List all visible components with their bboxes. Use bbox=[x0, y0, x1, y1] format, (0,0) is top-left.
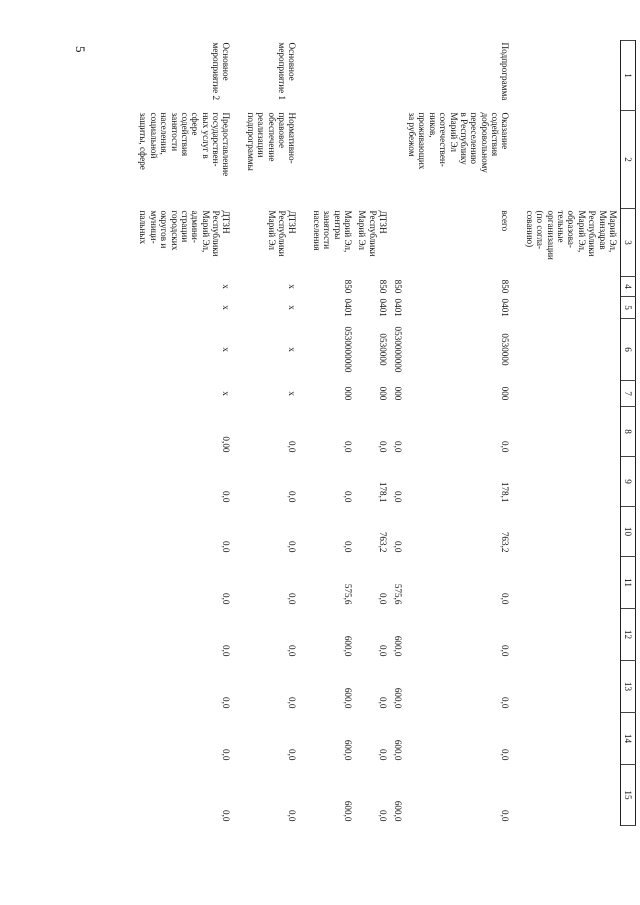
table-row bbox=[244, 41, 300, 826]
cell-col-6: x bbox=[287, 347, 298, 352]
cell-col-15: 0,0 bbox=[378, 810, 389, 822]
gap-cell bbox=[299, 41, 309, 826]
cell-col-12: 0,0 bbox=[221, 645, 232, 657]
cell-col-5: 0401 bbox=[343, 298, 354, 317]
cell-col-14 bbox=[522, 713, 620, 765]
cell-col-1 bbox=[355, 41, 390, 111]
cell-col-2 bbox=[355, 111, 390, 209]
cell-col-14: 0,0 bbox=[287, 749, 298, 761]
cell-col-4: 850 bbox=[500, 279, 511, 294]
cell-col-14: 0,0 bbox=[378, 749, 389, 761]
cell-col-15: 0,0 bbox=[221, 810, 232, 822]
cell-col-3: ДТЗН Республики Марий Эл bbox=[266, 210, 298, 257]
cell-col-10: 0,0 bbox=[221, 541, 232, 553]
column-number-7: 7 bbox=[621, 381, 636, 407]
table-row bbox=[136, 41, 234, 826]
cell-col-10: 0,0 bbox=[343, 541, 354, 553]
column-number-row bbox=[621, 41, 636, 826]
cell-col-9: 178,1 bbox=[500, 481, 511, 503]
row-gap bbox=[299, 41, 309, 826]
column-number-8: 8 bbox=[621, 407, 636, 457]
cell-col-15: 600,0 bbox=[343, 800, 354, 822]
table-row bbox=[309, 41, 355, 826]
cell-col-14: 600,0 bbox=[343, 739, 354, 761]
cell-col-7: x bbox=[287, 391, 298, 396]
cell-col-4: 850 bbox=[343, 279, 354, 294]
cell-col-2: Нормативно- правовое обеспечение реализации подпрограммы bbox=[245, 112, 298, 171]
table-row bbox=[390, 41, 404, 826]
cell-col-11: 575,6 bbox=[392, 583, 403, 605]
cell-col-7: 000 bbox=[500, 386, 511, 401]
cell-col-7: x bbox=[221, 391, 232, 396]
column-number-12: 12 bbox=[621, 609, 636, 661]
cell-col-15: 600,0 bbox=[392, 800, 403, 822]
cell-col-10: 0,0 bbox=[287, 541, 298, 553]
cell-col-1 bbox=[309, 41, 355, 111]
cell-col-13: 600,0 bbox=[392, 687, 403, 709]
cell-col-10: 0,0 bbox=[392, 541, 403, 553]
rotated-table-sheet bbox=[126, 40, 636, 825]
cell-col-2: Оказание содействия добровольному переселению в Республику Марий Эл соотечествен- ников, проживающих за рубежом bbox=[406, 112, 511, 173]
cell-col-5: 0401 bbox=[500, 298, 511, 317]
gap-cell bbox=[234, 41, 244, 826]
cell-col-13: 600,0 bbox=[343, 687, 354, 709]
cell-col-13: 0,0 bbox=[287, 697, 298, 709]
cell-col-9: 0,0 bbox=[287, 491, 298, 503]
cell-col-12: 600,0 bbox=[392, 635, 403, 657]
cell-col-3: ДТЗН Республики Марий Эл bbox=[357, 210, 389, 257]
column-number-13: 13 bbox=[621, 661, 636, 713]
cell-col-7: 000 bbox=[392, 386, 403, 401]
cell-col-4: x bbox=[221, 284, 232, 289]
cell-col-9: 178,1 bbox=[378, 481, 389, 503]
cell-col-8: 0,0 bbox=[378, 441, 389, 453]
cell-col-11: 0,0 bbox=[378, 593, 389, 605]
cell-col-12: 0,0 bbox=[500, 645, 511, 657]
page-number: 5 bbox=[73, 46, 88, 53]
cell-col-11 bbox=[522, 557, 620, 609]
cell-col-14: 0,0 bbox=[221, 749, 232, 761]
cell-col-15: 0,0 bbox=[500, 810, 511, 822]
cell-col-7 bbox=[522, 381, 620, 407]
cell-col-8: 0,0 bbox=[287, 441, 298, 453]
cell-col-5: x bbox=[221, 305, 232, 310]
column-number-6: 6 bbox=[621, 319, 636, 381]
cell-col-2 bbox=[309, 111, 355, 209]
cell-col-11: 0,0 bbox=[500, 593, 511, 605]
cell-col-12: 0,0 bbox=[287, 645, 298, 657]
cell-col-14: 600,0 bbox=[392, 739, 403, 761]
cell-col-1: Подпрограмма bbox=[500, 42, 511, 101]
cell-col-15 bbox=[522, 765, 620, 826]
cell-col-5: 0401 bbox=[378, 298, 389, 317]
cell-col-6: 0530000 bbox=[500, 333, 511, 366]
column-number-5: 5 bbox=[621, 297, 636, 319]
cell-col-13: 0,0 bbox=[378, 697, 389, 709]
column-number-4: 4 bbox=[621, 277, 636, 297]
column-number-11: 11 bbox=[621, 557, 636, 609]
cell-col-12 bbox=[522, 609, 620, 661]
cell-col-8: 0,00 bbox=[221, 436, 232, 453]
table-row bbox=[405, 41, 513, 826]
cell-col-10 bbox=[522, 507, 620, 557]
gap-cell bbox=[512, 41, 522, 826]
cell-col-3: Марий Эл, Минздрав Республики Марий Эл, образова- тельные организации (по согла- сованию) bbox=[524, 210, 618, 260]
cell-col-6: 0530000000 bbox=[343, 326, 354, 373]
cell-col-6: 0530000 bbox=[378, 333, 389, 366]
table-row bbox=[522, 41, 620, 826]
cell-col-13: 0,0 bbox=[500, 697, 511, 709]
cell-col-8: 0,0 bbox=[500, 441, 511, 453]
cell-col-11: 575,6 bbox=[343, 583, 354, 605]
cell-col-12: 600,0 bbox=[343, 635, 354, 657]
cell-col-3: Марий Эл, центры занятости населения bbox=[311, 210, 354, 253]
cell-col-2 bbox=[390, 111, 404, 209]
cell-col-1 bbox=[390, 41, 404, 111]
cell-col-4: x bbox=[287, 284, 298, 289]
cell-col-8 bbox=[522, 407, 620, 457]
cell-col-10: 763,2 bbox=[378, 531, 389, 553]
column-number-14: 14 bbox=[621, 713, 636, 765]
cell-col-8: 0,0 bbox=[343, 441, 354, 453]
cell-col-13: 0,0 bbox=[221, 697, 232, 709]
cell-col-6: x bbox=[221, 347, 232, 352]
cell-col-4: 850 bbox=[392, 279, 403, 294]
cell-col-9 bbox=[522, 457, 620, 507]
cell-col-7: 000 bbox=[343, 386, 354, 401]
cell-col-11: 0,0 bbox=[221, 593, 232, 605]
column-number-2: 2 bbox=[621, 111, 636, 209]
budget-table bbox=[136, 40, 636, 826]
cell-col-10: 763,2 bbox=[500, 531, 511, 553]
cell-col-14: 0,0 bbox=[500, 749, 511, 761]
column-number-1: 1 bbox=[621, 41, 636, 111]
cell-col-1: Основное мероприятие 1 bbox=[277, 42, 298, 101]
cell-col-4: 850 bbox=[378, 279, 389, 294]
column-number-9: 9 bbox=[621, 457, 636, 507]
cell-col-5 bbox=[522, 297, 620, 319]
cell-col-9: 0,0 bbox=[221, 491, 232, 503]
cell-col-15: 0,0 bbox=[287, 810, 298, 822]
cell-col-9: 0,0 bbox=[392, 491, 403, 503]
cell-col-7: 000 bbox=[378, 386, 389, 401]
row-gap bbox=[234, 41, 244, 826]
column-number-10: 10 bbox=[621, 507, 636, 557]
cell-col-3: ДТЗН Республики Марий Эл, админи- страции городских округов и муници- пальных bbox=[138, 210, 232, 257]
cell-col-5: x bbox=[287, 305, 298, 310]
cell-col-12: 0,0 bbox=[378, 645, 389, 657]
cell-col-1 bbox=[522, 41, 620, 111]
cell-col-9: 0,0 bbox=[343, 491, 354, 503]
column-number-15: 15 bbox=[621, 765, 636, 826]
cell-col-1: Основное мероприятие 2 bbox=[211, 42, 232, 101]
cell-col-6: 0530000000 bbox=[392, 326, 403, 373]
row-gap bbox=[512, 41, 522, 826]
cell-col-2 bbox=[522, 111, 620, 209]
table-row bbox=[355, 41, 390, 826]
cell-col-13 bbox=[522, 661, 620, 713]
cell-col-2: Предоставление государствен- ных услуг в сфере содействия занятости населения, социальной защиты, сфере bbox=[138, 112, 232, 177]
cell-col-3: всего bbox=[500, 210, 511, 232]
cell-col-3 bbox=[390, 209, 404, 277]
cell-col-11: 0,0 bbox=[287, 593, 298, 605]
cell-col-8: 0,0 bbox=[392, 441, 403, 453]
cell-col-5: 0401 bbox=[392, 298, 403, 317]
cell-col-6 bbox=[522, 319, 620, 381]
cell-col-4 bbox=[522, 277, 620, 297]
column-number-3: 3 bbox=[621, 209, 636, 277]
table-body bbox=[136, 41, 621, 826]
